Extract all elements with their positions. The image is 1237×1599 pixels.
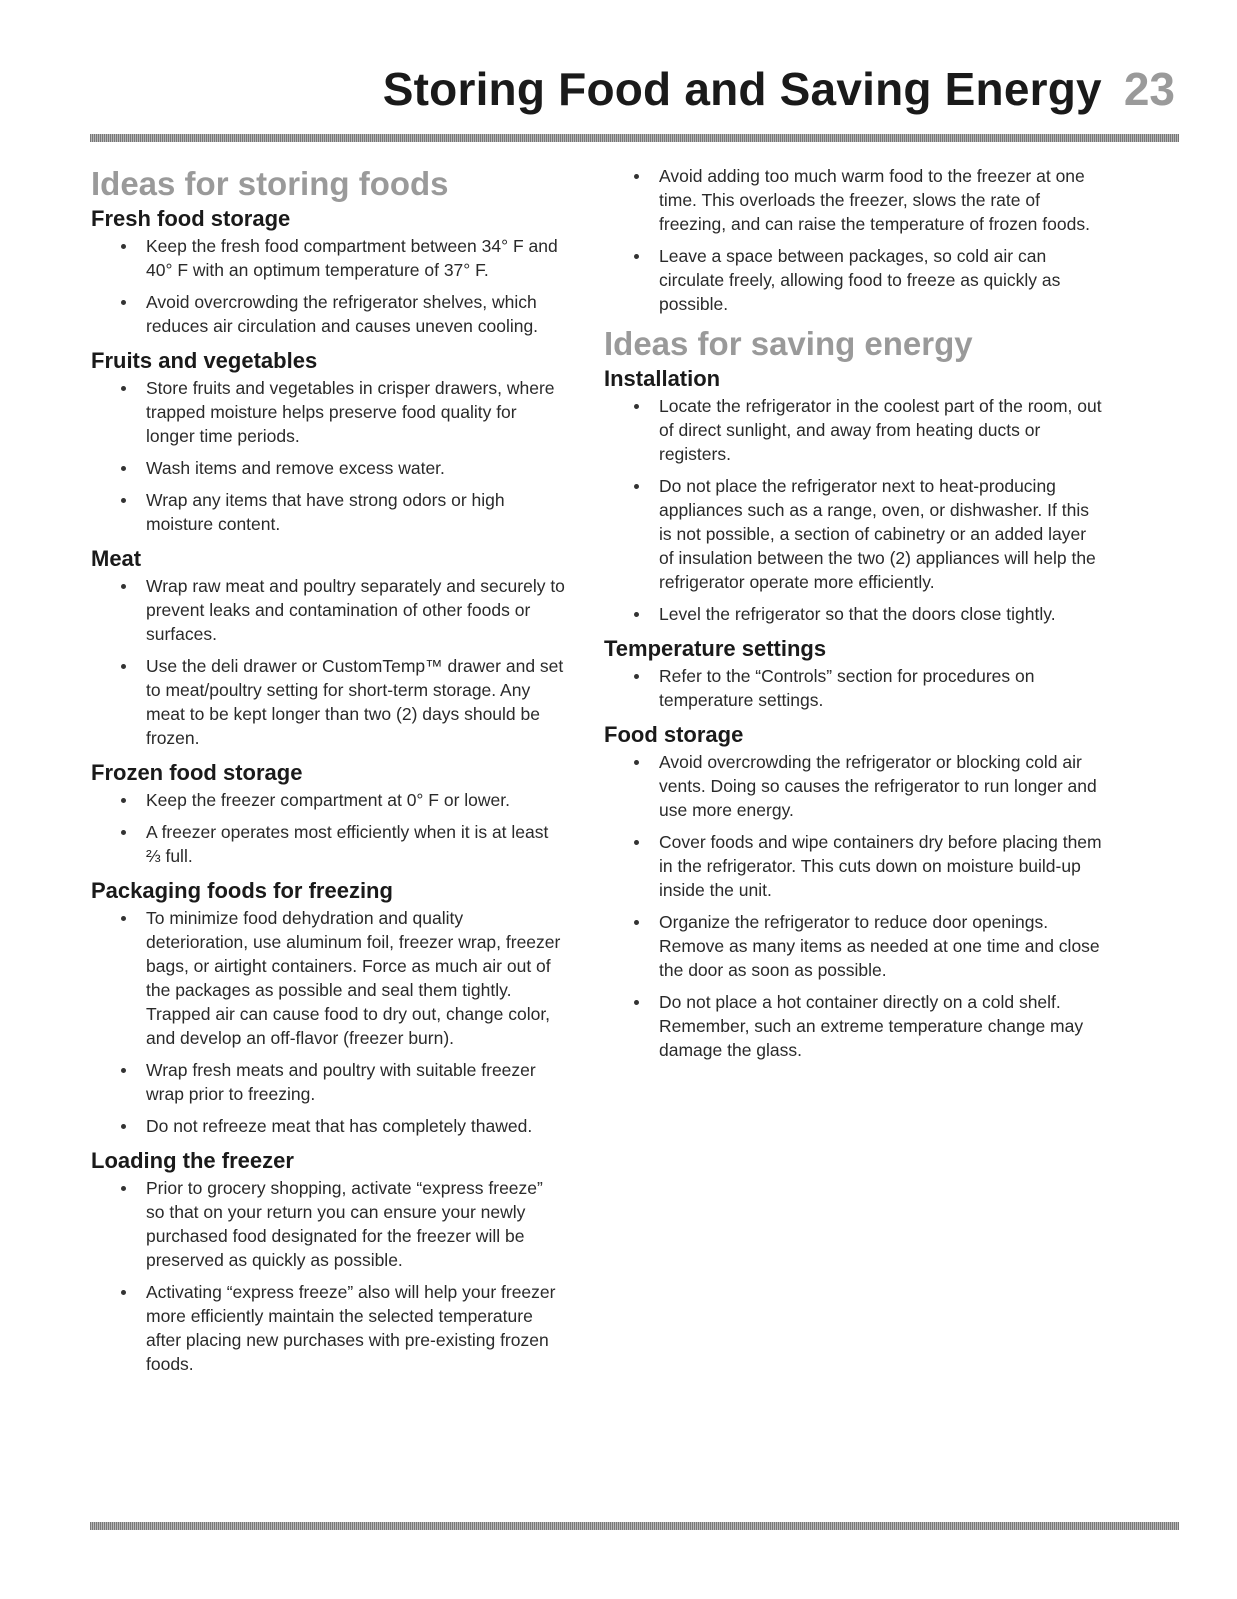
subsection-fresh-food-storage xyxy=(91,204,566,338)
subsection-frozen-food-storage xyxy=(91,758,566,868)
section-title-storing: Ideas for storing foods xyxy=(91,165,449,202)
subsection-packaging-foods-for-freezing xyxy=(91,876,566,1138)
list-item: Do not place the refrigerator next to heat-producing appliances such as a range, oven, or dishwasher. If this is not possible, a section of cabinetry or an added layer of insulation between the two (2) appliances will help the refrigerator operate more efficiently. xyxy=(604,474,1104,594)
subsection-heading: Frozen food storage xyxy=(91,760,303,785)
subsection-heading: Meat xyxy=(91,546,142,571)
bullet-list xyxy=(91,376,566,536)
right-blocks xyxy=(604,364,1104,1062)
list-item: Level the refrigerator so that the doors close tightly. xyxy=(604,602,1104,626)
bullet-list xyxy=(91,234,566,338)
footer-divider xyxy=(90,1522,1179,1530)
bullet-list xyxy=(604,394,1104,626)
subsection-meat xyxy=(91,544,566,750)
list-item: Leave a space between packages, so cold air can circulate freely, allowing food to freeze as quickly as possible. xyxy=(604,244,1104,316)
list-item: Locate the refrigerator in the coolest part of the room, out of direct sunlight, and away from heating ducts or registers. xyxy=(604,394,1104,466)
subsection-heading: Fresh food storage xyxy=(91,206,291,231)
bullet-list xyxy=(91,1176,566,1376)
left-blocks xyxy=(91,204,566,1376)
list-item: Wrap raw meat and poultry separately and securely to prevent leaks and contamination of other foods or surfaces. xyxy=(91,574,566,646)
subsection-fruits-and-vegetables xyxy=(91,346,566,536)
list-item: Organize the refrigerator to reduce door openings. Remove as many items as needed at one time and close the door as soon as possible. xyxy=(604,910,1104,982)
subsection-food-storage xyxy=(604,720,1104,1062)
page-title: Storing Food and Saving Energy xyxy=(382,63,1102,115)
right-column xyxy=(604,164,1104,1070)
continued-list xyxy=(604,164,1104,316)
bullet-list xyxy=(604,664,1104,712)
subsection-loading-the-freezer xyxy=(91,1146,566,1376)
list-item: Avoid adding too much warm food to the freezer at one time. This overloads the freezer, slows the rate of freezing, and can raise the temperature of frozen foods. xyxy=(604,164,1104,236)
subsection-temperature-settings xyxy=(604,634,1104,712)
page-header xyxy=(383,62,1175,122)
list-item: Do not place a hot container directly on a cold shelf. Remember, such an extreme temperature change may damage the glass. xyxy=(604,990,1104,1062)
subsection-heading: Installation xyxy=(604,366,721,391)
bullet-list xyxy=(91,574,566,750)
section-title-energy: Ideas for saving energy xyxy=(604,325,973,362)
list-item: Refer to the “Controls” section for procedures on temperature settings. xyxy=(604,664,1104,712)
subsection-heading: Loading the freezer xyxy=(91,1148,294,1173)
subsection-heading: Packaging foods for freezing xyxy=(91,878,393,903)
list-item: Wrap fresh meats and poultry with suitable freezer wrap prior to freezing. xyxy=(91,1058,566,1106)
list-item: Store fruits and vegetables in crisper drawers, where trapped moisture helps preserve food quality for longer time periods. xyxy=(91,376,566,448)
list-item: Wrap any items that have strong odors or high moisture content. xyxy=(91,488,566,536)
subsection-heading: Fruits and vegetables xyxy=(91,348,318,373)
subsection-heading: Temperature settings xyxy=(604,636,827,661)
list-item: Avoid overcrowding the refrigerator or blocking cold air vents. Doing so causes the refrigerator to run longer and use more energy. xyxy=(604,750,1104,822)
list-item: Cover foods and wipe containers dry before placing them in the refrigerator. This cuts down on moisture build-up inside the unit. xyxy=(604,830,1104,902)
page-number: 23 xyxy=(1123,63,1175,115)
bullet-list xyxy=(91,906,566,1138)
list-item: Avoid overcrowding the refrigerator shelves, which reduces air circulation and causes uneven cooling. xyxy=(91,290,566,338)
list-item: Keep the freezer compartment at 0° F or lower. xyxy=(91,788,566,812)
bullet-list xyxy=(604,750,1104,1062)
header-divider xyxy=(90,134,1179,142)
list-item: To minimize food dehydration and quality deterioration, use aluminum foil, freezer wrap, freezer bags, or airtight containers. Force as much air out of the packages as possible and seal them tightly. Trapped air can cause food to dry out, change color, and develop an off-flavor (freezer burn). xyxy=(91,906,566,1050)
list-item: A freezer operates most efficiently when it is at least ⅔ full. xyxy=(91,820,566,868)
subsection-installation xyxy=(604,364,1104,626)
list-item: Keep the fresh food compartment between 34° F and 40° F with an optimum temperature of 37° F. xyxy=(91,234,566,282)
bullet-list xyxy=(91,788,566,868)
left-column xyxy=(91,164,566,1384)
subsection-heading: Food storage xyxy=(604,722,744,747)
list-item: Do not refreeze meat that has completely thawed. xyxy=(91,1114,566,1138)
list-item: Prior to grocery shopping, activate “express freeze” so that on your return you can ensure your newly purchased food designated for the freezer will be preserved as quickly as possible. xyxy=(91,1176,566,1272)
list-item: Activating “express freeze” also will help your freezer more efficiently maintain the selected temperature after placing new purchases with pre-existing frozen foods. xyxy=(91,1280,566,1376)
list-item: Wash items and remove excess water. xyxy=(91,456,566,480)
list-item: Use the deli drawer or CustomTemp™ drawer and set to meat/poultry setting for short-term storage. Any meat to be kept longer than two (2) days should be frozen. xyxy=(91,654,566,750)
